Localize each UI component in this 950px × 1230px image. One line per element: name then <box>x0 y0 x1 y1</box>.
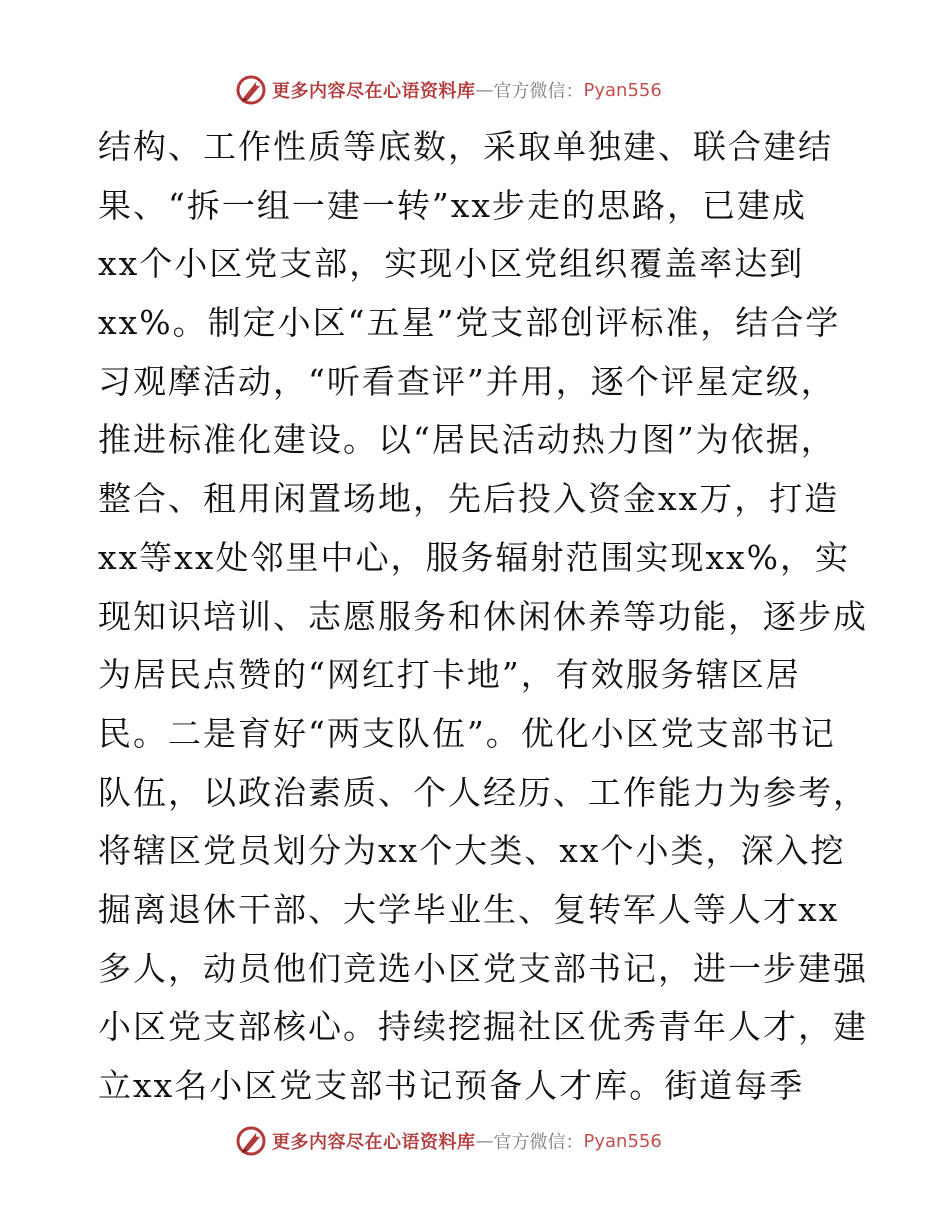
text-line: 多人，动员他们竞选小区党支部书记，进一步建强 <box>98 948 868 988</box>
text-line: 将辖区党员划分为xx个大类、xx个小类，深入挖 <box>98 831 846 871</box>
text-line: 立xx名小区党支部书记预备人才库。街道每季 <box>98 1066 805 1105</box>
text-line: xx%。制定小区“五星”党支部创评标准，结合学 <box>98 303 841 343</box>
watermark-wechat-id: Pyan556 <box>583 1130 662 1152</box>
header-watermark <box>234 72 662 108</box>
text-line: 果、“拆一组一建一转”xx步走的思路，已建成 <box>98 185 807 225</box>
watermark-separator: — <box>475 1130 494 1152</box>
text-line: 民。二是育好“两支队伍”。优化小区党支部书记 <box>98 713 836 753</box>
pen-nib-logo-icon <box>234 73 268 107</box>
text-line: 队伍，以政治素质、个人经历、工作能力为参考， <box>98 772 868 812</box>
text-line: 小区党支部核心。持续挖掘社区优秀青年人才，建 <box>98 1007 868 1047</box>
text-line: 掘离退休干部、大学毕业生、复转军人等人才xx <box>98 889 840 929</box>
text-line: 结构、工作性质等底数，采取单独建、联合建结 <box>98 127 833 166</box>
text-line: 习观摩活动，“听看查评”并用，逐个评星定级， <box>98 361 836 401</box>
watermark-wechat-label: 官方微信： <box>493 1132 584 1153</box>
watermark-text: 更多内容尽在心语资料库 <box>272 1132 476 1153</box>
text-line: 为居民点赞的“网红打卡地”，有效服务辖区居 <box>98 655 801 695</box>
text-line: 整合、租用闲置场地，先后投入资金xx万，打造 <box>98 479 840 519</box>
document-body <box>98 118 868 1116</box>
text-line: 推进标准化建设。以“居民活动热力图”为依据， <box>98 420 836 460</box>
text-line: xx等xx处邻里中心，服务辐射范围实现xx%，实 <box>98 537 851 577</box>
text-line: xx个小区党支部，实现小区党组织覆盖率达到 <box>98 244 805 284</box>
watermark-separator: — <box>475 79 494 101</box>
text-line: 现知识培训、志愿服务和休闲休养等功能，逐步成 <box>98 596 868 636</box>
watermark-wechat-id: Pyan556 <box>583 79 662 101</box>
watermark-wechat-label: 官方微信： <box>493 81 584 102</box>
watermark-text: 更多内容尽在心语资料库 <box>272 81 476 102</box>
footer-watermark <box>234 1123 662 1159</box>
pen-nib-logo-icon <box>234 1124 268 1158</box>
